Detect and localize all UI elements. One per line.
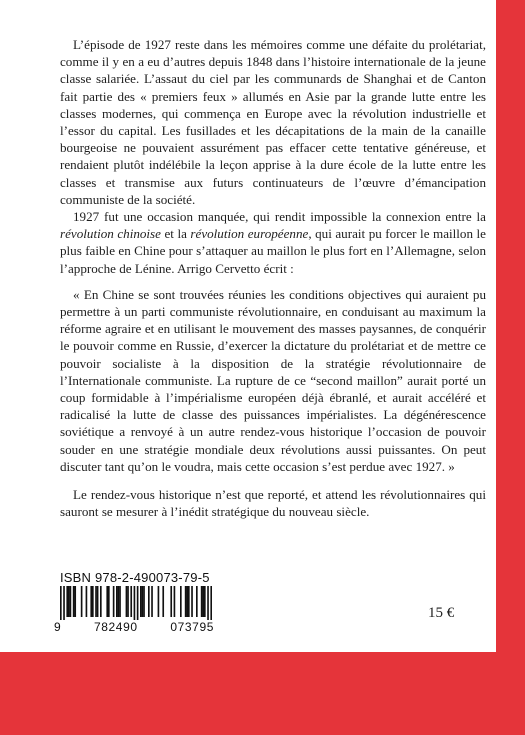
isbn-label: ISBN 978-2-490073-79-5 <box>60 570 210 585</box>
barcode-bar <box>180 586 182 617</box>
barcode-bar <box>140 586 142 617</box>
barcode-bar <box>137 586 139 620</box>
barcode-digit-group-1: 782490 <box>93 620 138 634</box>
barcode-bar <box>134 586 136 620</box>
barcode-bar <box>201 586 203 617</box>
italic-european-revolution: révolution européenne <box>190 226 309 242</box>
barcode-digit-lead: 9 <box>54 620 62 634</box>
barcode-bar <box>162 586 164 617</box>
barcode-bar <box>130 586 132 617</box>
barcode-bar <box>106 586 108 617</box>
blurb-text <box>60 36 486 520</box>
barcode-bar <box>204 586 206 617</box>
paragraph-1: L’épisode de 1927 reste dans les mémoires comme une défaite du prolétariat, comme il y en a eu d’autres depuis 1848 dans l’histoire internationale de la jeune classe salariée. L’assaut du ciel par les communards de Shanghai et de Canton fait partie des « premiers feux » allumés en Asie par la grande lutte entre les classes modernes, qui commença en Europe avec la révolution industrielle et l’essor du capital. Les fusillades et les décapitations de la main de la canaille bourgeoise ne pouvaient assurément pas effacer cette tentative généreuse, et rendaient plutôt indélébile la leçon apprise à la dure école de la lutte entre les classes et transmise aux futurs continuateurs de l’œuvre d’émancipation communiste de la société. <box>60 37 486 207</box>
barcode-bar <box>196 586 198 617</box>
barcode-bar <box>60 586 62 620</box>
paragraph-2-part-a: 1927 fut une occasion manquée, qui rendit impossible la connexion entre la <box>73 209 486 225</box>
barcode-bar <box>191 586 193 617</box>
barcode-bar <box>70 586 72 617</box>
barcode-bar <box>151 586 153 617</box>
barcode-bar <box>100 586 102 617</box>
closing-paragraph: Le rendez-vous historique n’est que reporté, et attend les révolutionnaires qui sauront se mesurer à l’inédit stratégique du nouveau siècle. <box>60 487 486 520</box>
paragraph-2-part-b: et la <box>160 226 191 242</box>
barcode-bar <box>113 586 115 617</box>
barcode-bar <box>68 586 70 617</box>
barcode-bar <box>63 586 65 620</box>
paragraph-2-part-c: , qui aurait pu forcer le maillon le plus faible en Chine pour s’attaquer au maillon le plus fort en l’Allemagne, selon l’approche de Lénine. Arrigo Cervetto écrit : <box>60 226 486 276</box>
barcode-bar <box>116 586 118 617</box>
barcode-bar <box>86 586 88 617</box>
barcode-bar <box>127 586 129 617</box>
barcode-bar <box>142 586 144 617</box>
barcode-bar <box>207 586 209 620</box>
barcode-bar <box>73 586 75 617</box>
barcode-bar <box>126 586 128 617</box>
barcode-bar <box>148 586 150 617</box>
barcode-bar <box>185 586 187 617</box>
barcode-bar <box>170 586 172 617</box>
barcode-bar <box>119 586 121 617</box>
barcode-bar <box>92 586 94 617</box>
barcode-bar <box>66 586 68 617</box>
barcode-bar <box>202 586 204 617</box>
paragraph-2 <box>60 208 486 277</box>
barcode-bar <box>186 586 188 617</box>
barcode-bar <box>95 586 97 617</box>
barcode-image <box>60 586 212 620</box>
barcode-bar <box>158 586 160 617</box>
cervetto-quote: « En Chine se sont trouvées réunies les conditions objectives qui auraient pu permettre à un parti communiste révolutionnaire, en conduisant au maximum la réforme agraire et en utilisant le mouvement des masses paysannes, de conquérir le pouvoir comme en Russie, d’exercer la dictature du prolétariat et de mettre ce pouvoir socialiste à la disposition de la stratégie révolutionnaire de l’Internationale communiste. La rupture de ce “second maillon” aurait porté un coup formidable à l’impérialisme européen déjà ébranlé, et aurait accéléré et radicalisé la lutte de classe des puissances impérialistes. La dégénérescence soviétique a renvoyé à un autre rendez-vous historique l’occasion de pouvoir souder en une stratégie mondiale deux révolutions aussi puissantes. On peut discuter tant qu’on le voudra, mais cette occasion s’est perdue avec 1927. » <box>60 286 486 474</box>
barcode-bar <box>108 586 110 617</box>
barcode-bar <box>90 586 92 617</box>
red-bottom-band <box>0 652 525 735</box>
barcode-digits <box>54 620 214 634</box>
barcode-digit-group-2: 073795 <box>170 620 214 634</box>
italic-chinese-revolution: révolution chinoise <box>60 226 161 242</box>
barcode-bar <box>143 586 145 617</box>
red-side-band <box>496 0 525 652</box>
barcode-bar <box>174 586 176 617</box>
barcode-bar <box>118 586 120 617</box>
barcode-bar <box>74 586 76 617</box>
barcode-bar <box>210 586 212 620</box>
barcode-bar <box>97 586 99 617</box>
barcode-bar <box>81 586 83 617</box>
barcode-bar <box>188 586 190 617</box>
price-label: 15 € <box>428 605 455 621</box>
